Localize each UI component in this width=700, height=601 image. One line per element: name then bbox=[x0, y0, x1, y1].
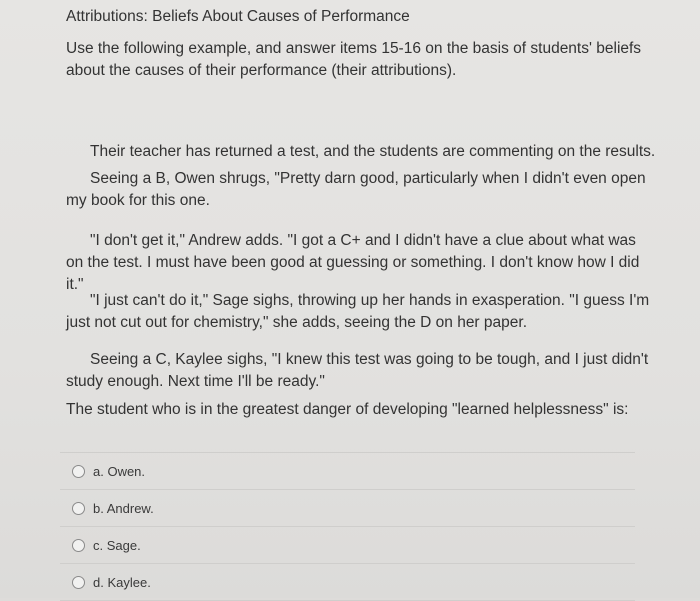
option-label: d. Kaylee. bbox=[93, 574, 151, 590]
question-text: The student who is in the greatest danger of developing "learned helplessness" is: bbox=[66, 401, 629, 418]
scenario-paragraph-sage: "I just can't do it," Sage sighs, throwing up her hands in exasperation. "I guess I'm just not cut out for chemistry," she adds, seeing the D on her paper. bbox=[66, 292, 650, 331]
option-a[interactable] bbox=[60, 452, 635, 489]
option-label: b. Andrew. bbox=[93, 500, 154, 516]
option-c[interactable] bbox=[60, 526, 635, 563]
scenario-paragraph-owen: Seeing a B, Owen shrugs, "Pretty darn good, particularly when I didn't even open my book for this one. bbox=[66, 170, 646, 209]
option-label: a. Owen. bbox=[93, 463, 146, 479]
scenario-paragraph-andrew: "I don't get it," Andrew adds. "I got a C+ and I didn't have a clue about what was on the test. I must have been good at guessing or something. I don't know how I did it." bbox=[66, 232, 640, 293]
answer-options bbox=[60, 452, 635, 601]
radio-button-icon[interactable] bbox=[72, 502, 85, 515]
option-b[interactable] bbox=[60, 489, 635, 526]
radio-button-icon[interactable] bbox=[72, 465, 85, 478]
page-title: Attributions: Beliefs About Causes of Performance bbox=[66, 8, 410, 25]
option-label: c. Sage. bbox=[93, 537, 141, 553]
radio-button-icon[interactable] bbox=[72, 576, 85, 589]
scenario-paragraph-1: Their teacher has returned a test, and the students are commenting on the results. bbox=[90, 143, 656, 160]
option-d[interactable] bbox=[60, 563, 635, 601]
scenario-paragraph-kaylee: Seeing a C, Kaylee sighs, "I knew this test was going to be tough, and I just didn't study enough. Next time I'll be ready." bbox=[66, 351, 649, 390]
instructions-text: Use the following example, and answer items 15-16 on the basis of students' beliefs about the causes of their performance (their attributions). bbox=[66, 40, 642, 79]
radio-button-icon[interactable] bbox=[72, 539, 85, 552]
